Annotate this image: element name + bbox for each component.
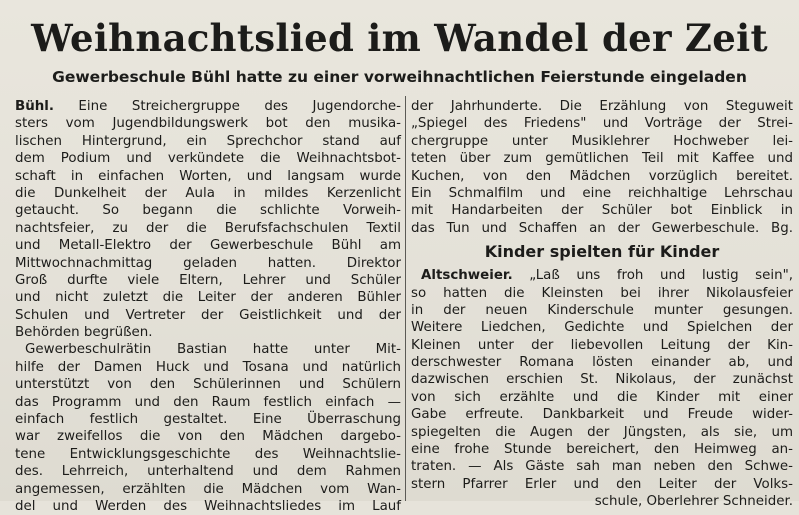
text-line: in der neuen Kinderschule munter gesungen.	[411, 302, 793, 318]
text-line: Mittwochnachmittag geladen hatten. Direktor	[15, 255, 401, 271]
text-line: mit Handarbeiten der Schüler bot Einblick in	[411, 203, 793, 219]
text-line: traten. — Als Gäste sah man neben den Schwe-	[411, 459, 793, 475]
text-line: und nicht zuletzt die Leiter der anderen Bühler	[15, 290, 401, 306]
article-subheadline: Gewerbeschule Bühl hatte zu einer vorweihnachtlichen Feierstunde eingeladen	[52, 68, 747, 86]
text-line: chergruppe unter Musiklehrer Hochweber lei-	[411, 133, 793, 149]
section-heading: Kinder spielten für Kinder	[484, 242, 720, 262]
text-line: eine frohe Stunde bereichert, den Heimweg an-	[411, 442, 793, 458]
text-line: Groß durfte viele Eltern, Lehrer und Schüler	[15, 272, 401, 288]
text-line: del und Werden des Weihnachtsliedes im Lauf	[15, 498, 401, 514]
text-line: war zweifellos die von den Mädchen dargebo-	[15, 429, 401, 445]
article-headline: Weihnachtslied im Wandel der Zeit	[31, 16, 768, 60]
text-line: die Dunkelheit der Aula in mildes Kerzenlicht	[15, 185, 401, 201]
text-line: Behörden begrüßen.	[15, 325, 153, 341]
text-line: das Programm und den Raum festlich einfach —	[15, 394, 401, 410]
text-line: hilfe der Damen Huck und Tosana und natürlich	[15, 359, 401, 375]
right-column	[411, 98, 793, 510]
left-column	[15, 98, 401, 514]
text-line: so hatten die Kleinsten bei ihrer Nikolausfeier	[411, 285, 793, 301]
text-line: Kuchen, von den Mädchen vorzüglich bereitet.	[411, 168, 793, 184]
text-line: von sich erzählte und die Kinder mit einer	[411, 389, 793, 405]
text-line: dazwischen erschien St. Nikolaus, der zunächst	[411, 372, 793, 388]
text-line: einfach festlich gestaltet. Eine Überraschung	[15, 412, 401, 428]
text-line: Altschweier. „Laß uns froh und lustig sein",	[421, 268, 793, 284]
text-line: stern Pfarrer Erler und den Leiter der Volks-	[411, 476, 793, 492]
text-line: teten über zum gemütlichen Teil mit Kaffee und	[411, 151, 793, 167]
text-line: des. Lehrreich, unterhaltend und dem Rahmen	[15, 464, 401, 480]
text-line: Kleinen unter der liebevollen Leitung der Kin-	[411, 337, 793, 353]
column-divider	[405, 96, 406, 501]
text-line: angemessen, erzählten die Mädchen vom Wan-	[15, 481, 401, 497]
text-line: nachtsfeier, zu der die Berufsfachschulen Textil	[15, 220, 401, 236]
text-line: unterstützt von den Schülerinnen und Schülern	[15, 377, 401, 393]
text-line: und Metall-Elektro der Gewerbeschule Bühl am	[15, 238, 401, 254]
text-line: lischen Hintergrund, ein Sprechchor stand auf	[15, 133, 401, 149]
text-line: der Jahrhunderte. Die Erzählung von Steguweit	[411, 99, 793, 114]
dateline-place: Bühl.	[15, 99, 54, 114]
text-line: Gabe erfreute. Dankbarkeit und Freude wider-	[411, 407, 793, 423]
text-line: das Tun und Schaffen an der Gewerbeschule. Bg.	[411, 220, 793, 236]
text-line: getaucht. So begann die schlichte Vorweih-	[15, 203, 401, 219]
text-line: sters vom Jugendbildungswerk bot den musika-	[15, 116, 401, 132]
text-line: Ein Schmalfilm und eine reichhaltige Lehrschau	[411, 185, 793, 201]
text-line: „Spiegel des Friedens" und Vorträge der Strei-	[411, 116, 793, 132]
text-line: Schulen und Vertreter der Geistlichkeit und der	[15, 307, 401, 323]
text-line: schaft in einfachen Worten, und langsam wurde	[15, 168, 401, 184]
text-line: schule, Oberlehrer Schneider.	[594, 494, 793, 510]
text-line: Bühl. Eine Streichergruppe des Jugendorche-	[15, 99, 401, 114]
text-line: dem Podium und verkündete die Weihnachtsbot-	[15, 151, 401, 167]
text-line: spiegelten die Augen der Jüngsten, als sie, um	[411, 424, 793, 440]
text-line: tene Entwicklungsgeschichte des Weihnachtslie-	[15, 446, 401, 462]
text-line: Gewerbeschulrätin Bastian hatte unter Mit-	[25, 342, 401, 358]
dateline-place: Altschweier.	[421, 268, 513, 284]
text-line: Weitere Liedchen, Gedichte und Spielchen der	[411, 320, 793, 336]
text-line: derschwester Romana lösten einander ab, und	[411, 355, 793, 371]
